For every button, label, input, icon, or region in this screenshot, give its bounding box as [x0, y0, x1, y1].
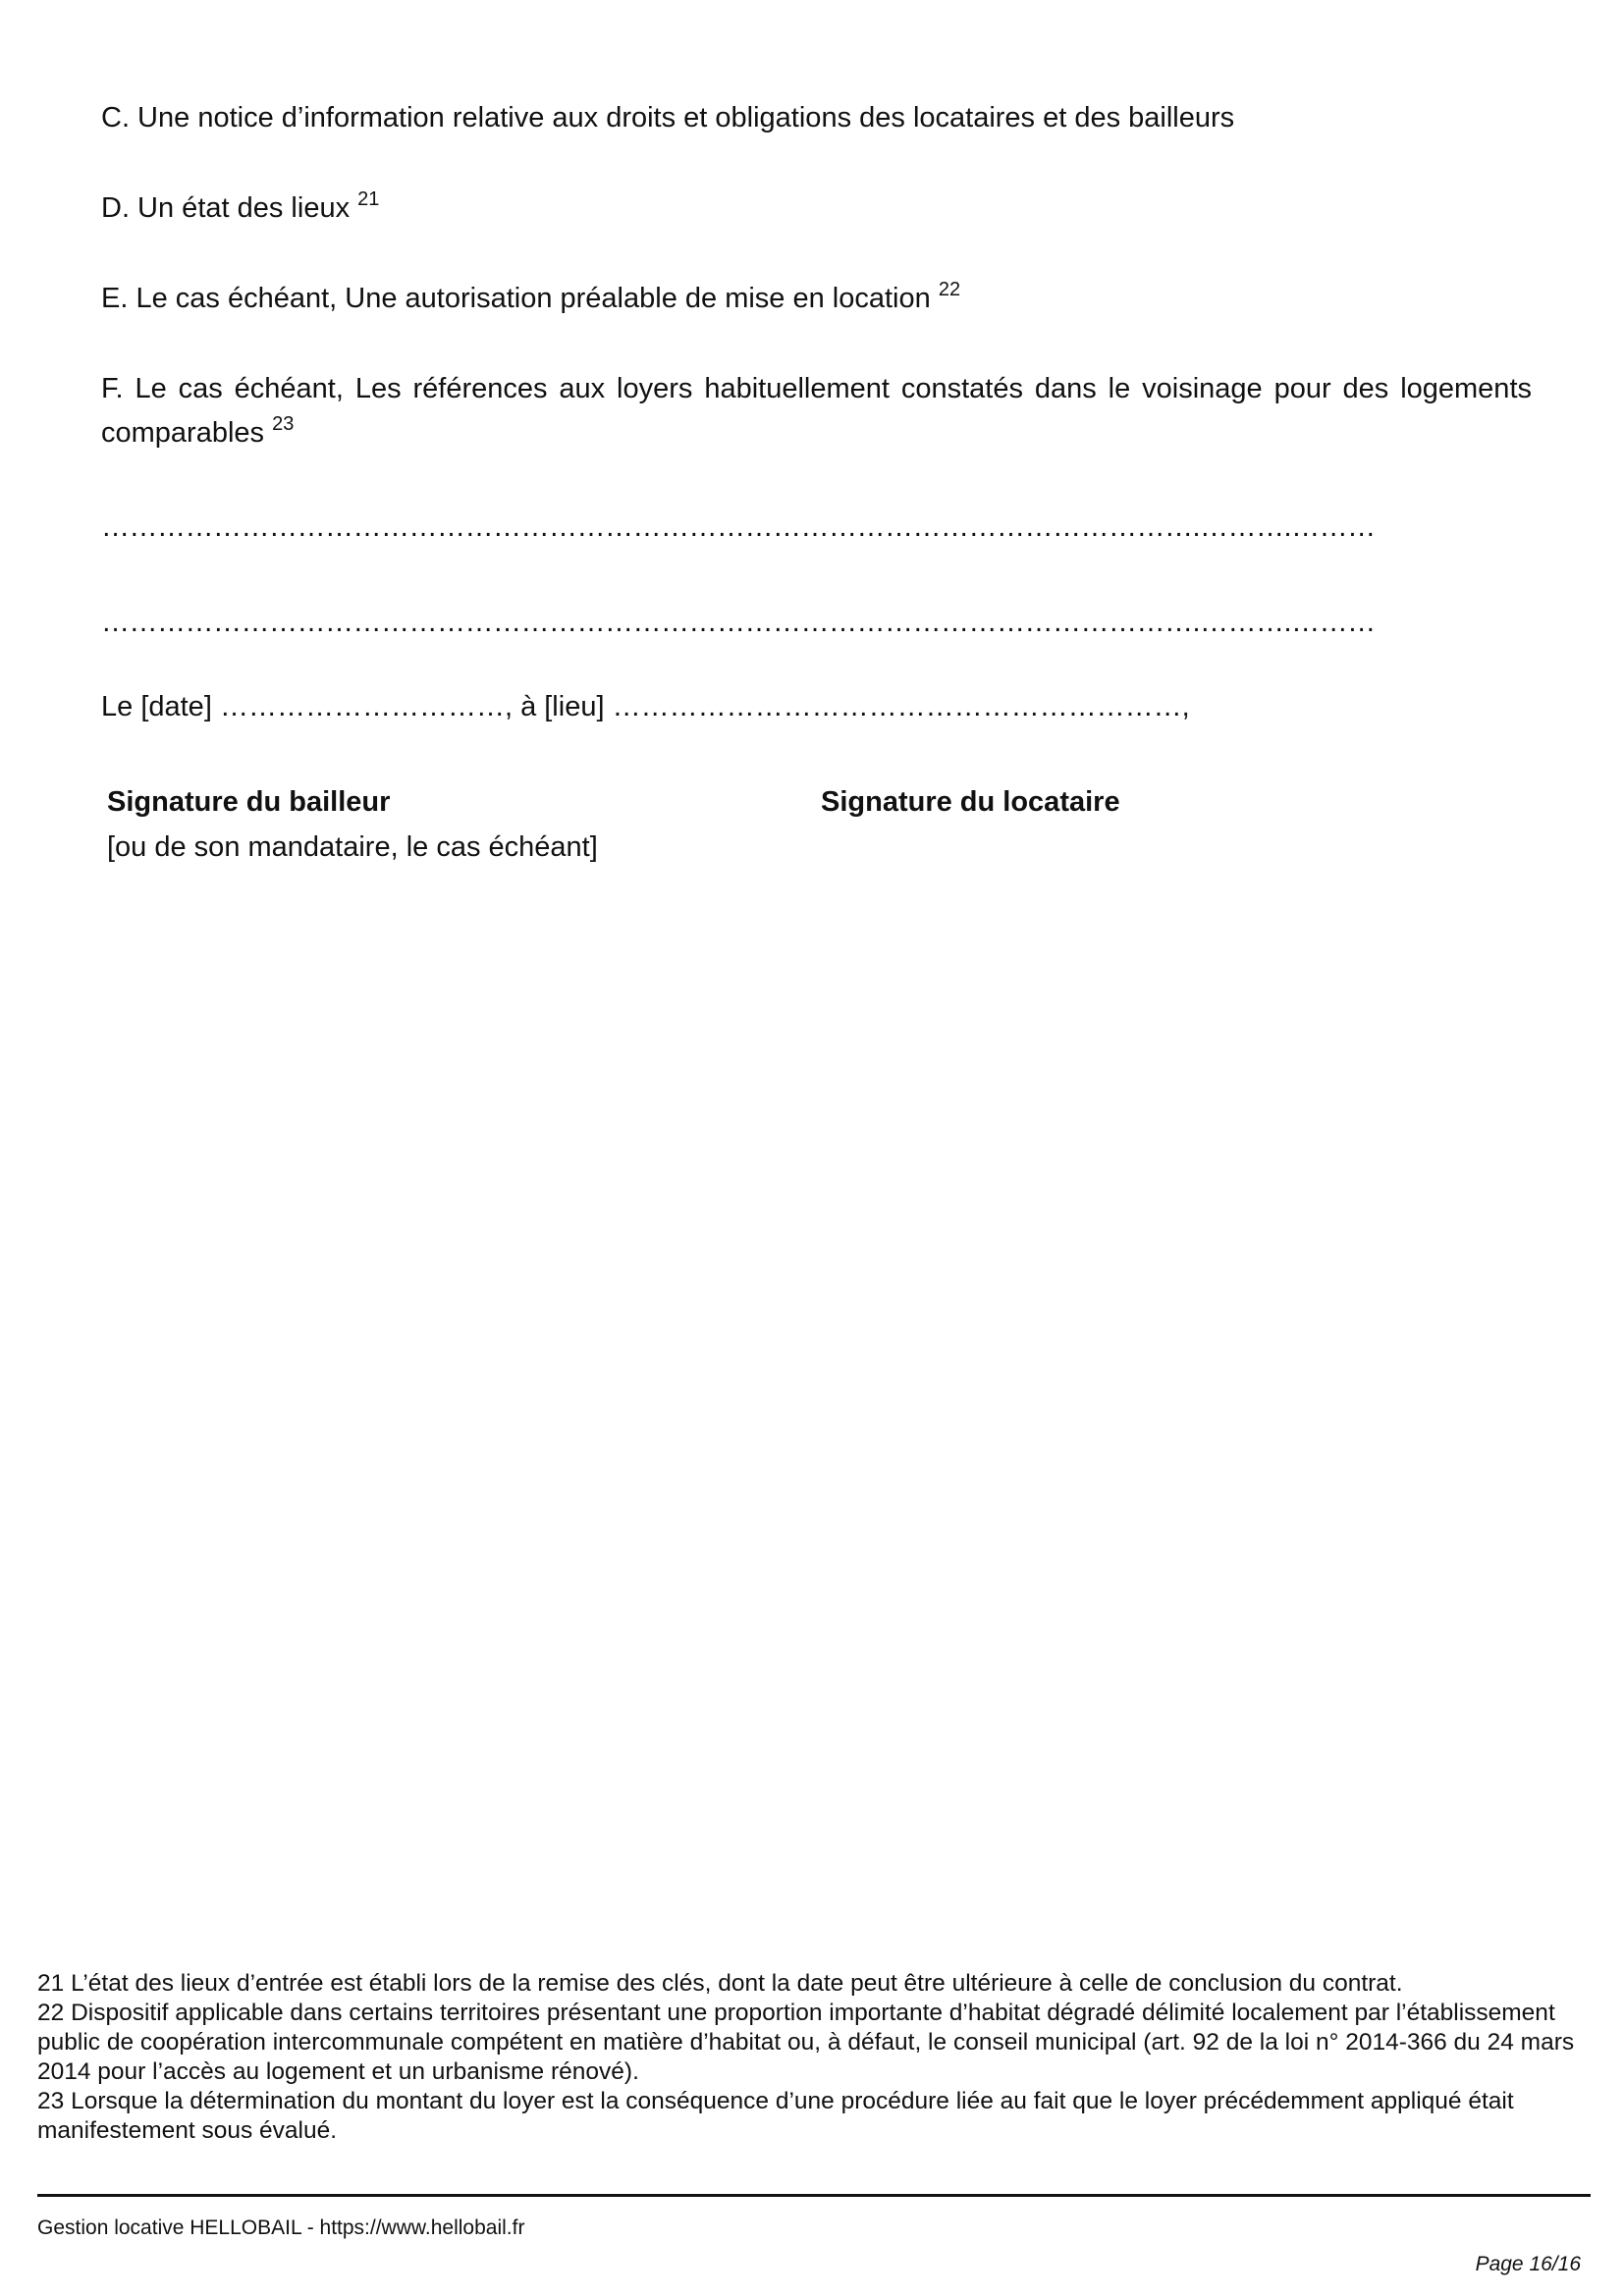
item-d-text: D. Un état des lieux — [101, 192, 351, 224]
date-field: …………………………, — [219, 691, 513, 722]
footnote-23 — [37, 2087, 1598, 2146]
footer-source: Gestion locative HELLOBAIL - https://www.hellobail.fr — [37, 2216, 525, 2239]
footnote-ref-21: 21 — [357, 188, 380, 210]
landlord-signature-note: [ou de son mandataire, le cas échéant] — [107, 831, 598, 863]
item-c — [101, 96, 1532, 140]
footnote-text: Dispositif applicable dans certains territoires présentant une proportion importante d’habitat dégradé délimité localement par l’établissement public de coopération intercommunale compétent en matière d’habitat ou, à défaut, le conseil municipal (art. 92 de la loi n° 2014-366 du 24 mars 2014 pour l’accès au logement et un urbanisme rénové). — [37, 2000, 1575, 2085]
dotted-line-2: ……………………………………………………………………………………………………….……….……… — [101, 607, 1376, 638]
footnote-ref-22: 22 — [938, 279, 961, 300]
dotted-line-1: ……………………………………………………………………………………………………….……….……… — [101, 511, 1376, 543]
footnote-21 — [37, 1969, 1598, 1999]
item-c-text: C. Une notice d’information relative aux droits et obligations des locataires et des bailleurs — [101, 102, 1235, 133]
footnote-number: 22 — [37, 2000, 65, 2026]
landlord-signature-label: Signature du bailleur — [107, 786, 391, 818]
tenant-signature-block — [821, 779, 1120, 825]
item-d — [101, 187, 1532, 231]
item-f-text: F. Le cas échéant, Les références aux loyers habituellement constatés dans le voisinage pour des logements comparables — [101, 373, 1532, 449]
footnotes — [37, 1969, 1598, 2146]
footnote-number: 21 — [37, 1970, 65, 1997]
place-label: à [lieu] — [520, 691, 605, 722]
footnote-text: L’état des lieux d’entrée est établi lors de la remise des clés, dont la date peut être ultérieure à celle de conclusion du contrat. — [71, 1970, 1403, 1997]
tenant-signature-label: Signature du locataire — [821, 786, 1120, 818]
footnote-text: Lorsque la détermination du montant du loyer est la conséquence d’une procédure liée au fait que le loyer précédemment appliqué était manifestement sous évalué. — [37, 2088, 1514, 2144]
item-f — [101, 367, 1532, 455]
item-e-text: E. Le cas échéant, Une autorisation préalable de mise en location — [101, 283, 931, 314]
item-e — [101, 277, 1532, 321]
page-number: Page 16/16 — [1475, 2253, 1581, 2275]
footnote-number: 23 — [37, 2088, 65, 2114]
date-place-line — [101, 685, 1532, 729]
footer-divider — [37, 2194, 1591, 2197]
date-label: Le [date] — [101, 691, 212, 722]
footnote-22 — [37, 1999, 1598, 2087]
place-field: ……………………………………………………, — [612, 691, 1190, 722]
landlord-signature-block — [107, 779, 598, 870]
footnote-ref-23: 23 — [272, 413, 295, 435]
